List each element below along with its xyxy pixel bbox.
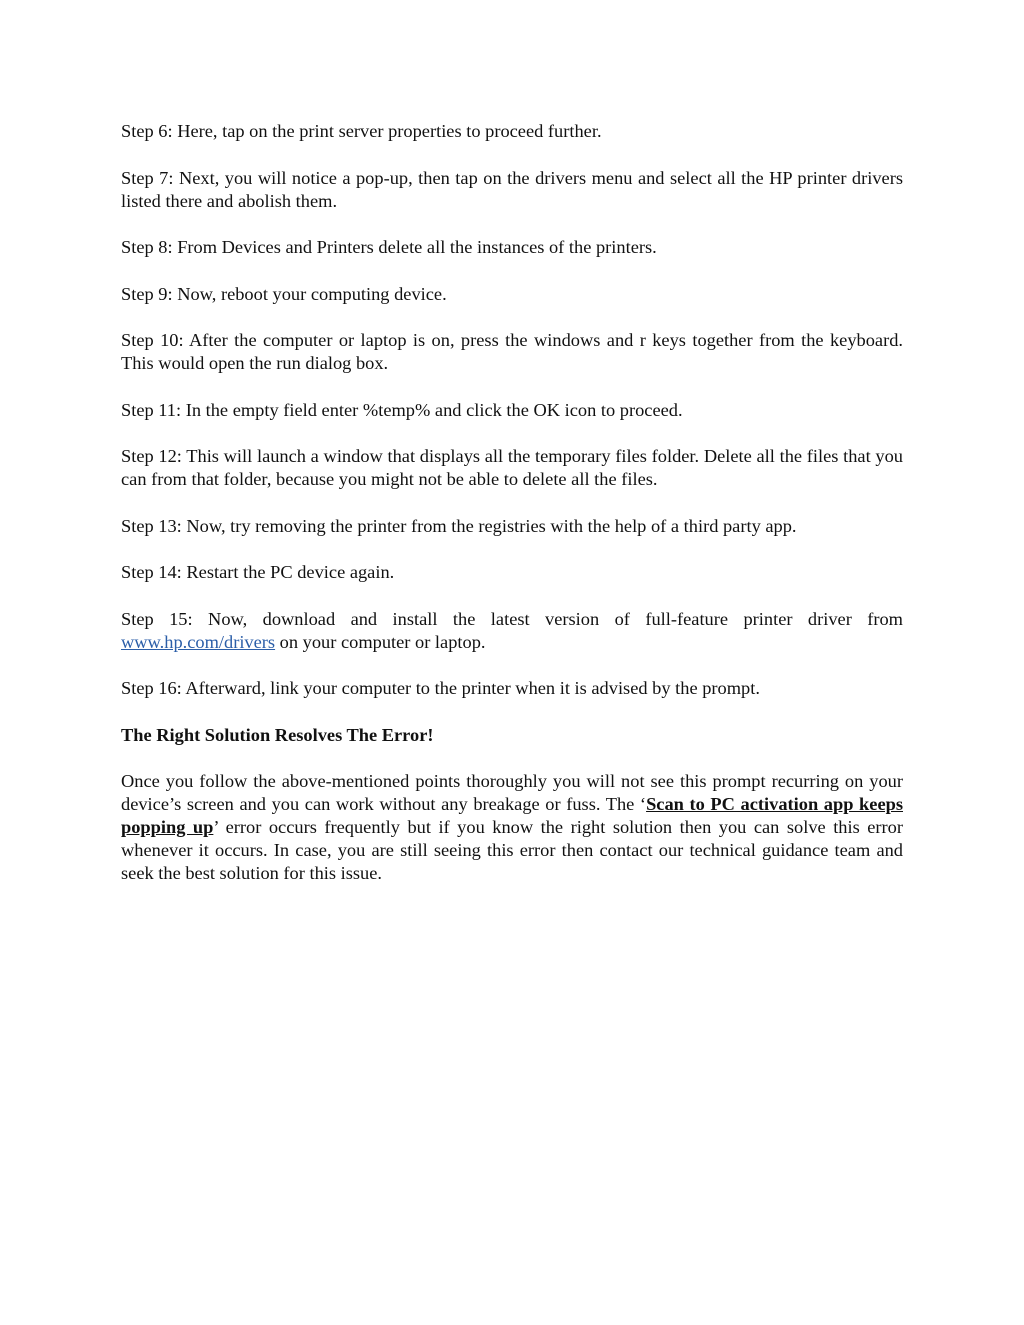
step-12-paragraph: Step 12: This will launch a window that displays all the temporary files folder. Delete all the files that you can from that folder, because you might not be able to delete all the files. [121,446,903,489]
step-6-paragraph: Step 6: Here, tap on the print server properties to proceed further. [121,121,602,141]
scan-to-pc-link[interactable]: Scan to PC activation app keeps popping up [121,794,903,837]
step-14-paragraph: Step 14: Restart the PC device again. [121,562,395,582]
closing-text-after: ’ error occurs frequently but if you know the right solution then you can solve this error whenever it occurs. In case, you are still seeing this error then contact our technical guidance team and seek the best solution for this issue. [121,817,903,883]
step-9-paragraph: Step 9: Now, reboot your computing device. [121,283,447,304]
step-15-text-before: Step 15: Now, download and install the latest version of full-feature printer driver from [121,608,903,629]
step-16-paragraph: Step 16: Afterward, link your computer to the printer when it is advised by the prompt. [121,678,760,698]
step-7-paragraph: Step 7: Next, you will notice a pop-up, then tap on the drivers menu and select all the HP printer drivers listed there and abolish them. [121,167,903,211]
step-13-paragraph: Step 13: Now, try removing the printer from the registries with the help of a third party app. [121,515,797,536]
step-15-paragraph [121,608,903,654]
closing-paragraph [121,770,903,885]
section-heading: The Right Solution Resolves The Error! [121,724,434,745]
step-8-paragraph: Step 8: From Devices and Printers delete all the instances of the printers. [121,237,657,257]
step-10-paragraph: Step 10: After the computer or laptop is on, press the windows and r keys together from the keyboard. This would open the run dialog box. [121,330,903,373]
step-11-paragraph: Step 11: In the empty field enter %temp% and click the OK icon to proceed. [121,399,683,420]
closing-text-before: Once you follow the above-mentioned points thoroughly you will not see this prompt recurring on your device’s screen and you can work without any breakage or fuss. The ‘ [121,771,903,814]
hp-drivers-link[interactable]: www.hp.com/drivers [121,631,276,652]
step-15-text-after: on your computer or laptop. [275,631,486,652]
document-page [121,120,903,909]
